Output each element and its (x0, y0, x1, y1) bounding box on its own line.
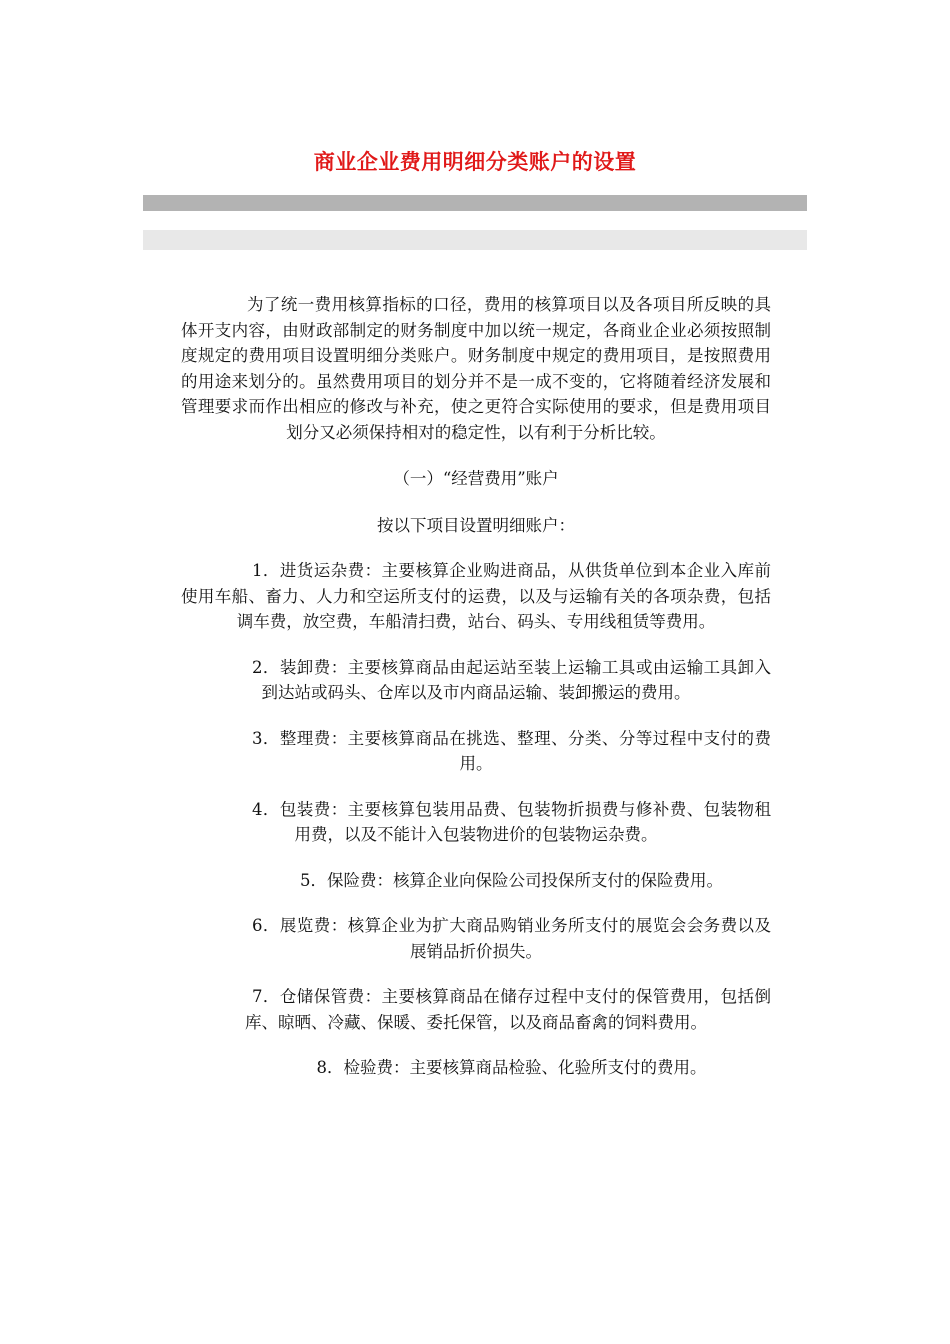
list-item: 1．进货运杂费：主要核算企业购进商品，从供货单位到本企业入库前使用车船、畜力、人力和空运所支付的运费，以及与运输有关的各项杂费，包括调车费，放空费，车船清扫费，站台、码头、专用线租赁等费用。 (181, 561, 771, 631)
document-body (181, 292, 771, 1081)
list-item: 3．整理费：主要核算商品在挑选、整理、分类、分等过程中支付的费用。 (251, 728, 771, 773)
divider-bar-light (143, 230, 807, 250)
divider-bar-dark (143, 195, 807, 211)
document-title: 商业企业费用明细分类账户的设置 (313, 150, 637, 174)
intro-paragraph: 为了统一费用核算指标的口径，费用的核算项目以及各项目所反映的具体开支内容，由财政部制定的财务制度中加以统一规定，各商业企业必须按照制度规定的费用项目设置明细分类账户。财务制度中规定的费用项目，是按照费用的用途来划分的。虽然费用项目的划分并不是一成不变的，它将随着经济发展和管理要求而作出相应的修改与补充，使之更符合实际使用的要求，但是费用项目划分又必须保持相对的稳定性，以有利于分析比较。 (181, 295, 771, 442)
list-item: 6．展览费：核算企业为扩大商品购销业务所支付的展览会会务费以及展销品折价损失。 (251, 916, 771, 961)
list-item: 5．保险费：核算企业向保险公司投保所支付的保险费用。 (299, 870, 723, 890)
subheading: 按以下项目设置明细账户： (377, 515, 575, 535)
list-item: 2．装卸费：主要核算商品由起运站至装上运输工具或由运输工具卸入到达站或码头、仓库以及市内商品运输、装卸搬运的费用。 (251, 657, 771, 702)
list-item: 4．包装费：主要核算包装用品费、包装物折损费与修补费、包装物租用费，以及不能计入包装物进价的包装物运杂费。 (251, 799, 771, 844)
section-heading: （一）“经营费用”账户 (393, 469, 559, 488)
list-item: 8．检验费：主要核算商品检验、化验所支付的费用。 (316, 1058, 707, 1077)
list-item: 7．仓储保管费：主要核算商品在储存过程中支付的保管费用，包括倒库、晾晒、冷藏、保暖、委托保管，以及商品畜禽的饲料费用。 (245, 987, 771, 1032)
